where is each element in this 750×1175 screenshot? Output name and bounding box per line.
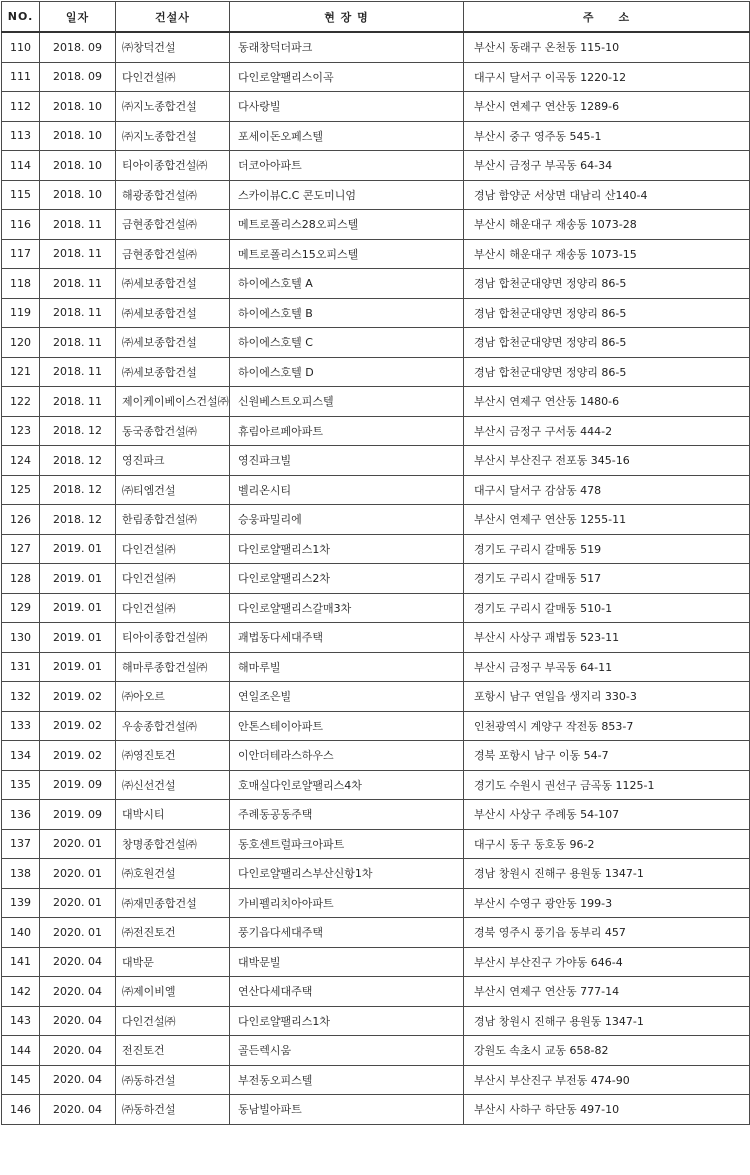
row-date: 2020. 01 xyxy=(40,918,116,948)
table-row xyxy=(2,682,750,712)
row-address: 부산시 금정구 부곡동 64-11 xyxy=(464,652,750,682)
row-company: 티아이종합건설㈜ xyxy=(116,151,230,181)
row-address: 부산시 수영구 광안동 199-3 xyxy=(464,888,750,918)
row-no: 135 xyxy=(2,770,40,800)
row-date: 2019. 01 xyxy=(40,593,116,623)
row-address: 강원도 속초시 교동 658-82 xyxy=(464,1036,750,1066)
row-site-name: 가비펠리치아아파트 xyxy=(230,888,464,918)
row-company: ㈜세보종합건설 xyxy=(116,298,230,328)
row-no: 134 xyxy=(2,741,40,771)
table-row xyxy=(2,505,750,535)
row-no: 132 xyxy=(2,682,40,712)
row-date: 2019. 02 xyxy=(40,741,116,771)
row-date: 2019. 02 xyxy=(40,711,116,741)
row-no: 139 xyxy=(2,888,40,918)
row-no: 128 xyxy=(2,564,40,594)
table-row xyxy=(2,947,750,977)
table-row xyxy=(2,977,750,1007)
row-no: 114 xyxy=(2,151,40,181)
table-row xyxy=(2,328,750,358)
row-date: 2018. 11 xyxy=(40,269,116,299)
table-row xyxy=(2,623,750,653)
row-site-name: 안톤스테이아파트 xyxy=(230,711,464,741)
table-row xyxy=(2,239,750,269)
row-company: ㈜신선건설 xyxy=(116,770,230,800)
table-row xyxy=(2,298,750,328)
row-no: 117 xyxy=(2,239,40,269)
row-site-name: 연일조은빌 xyxy=(230,682,464,712)
row-company: ㈜세보종합건설 xyxy=(116,269,230,299)
row-site-name: 승웅파밀리에 xyxy=(230,505,464,535)
row-date: 2018. 12 xyxy=(40,446,116,476)
row-date: 2020. 04 xyxy=(40,1006,116,1036)
row-date: 2018. 12 xyxy=(40,416,116,446)
row-site-name: 다인로얄팰리스이곡 xyxy=(230,62,464,92)
row-address: 부산시 연제구 연산동 1255-11 xyxy=(464,505,750,535)
row-no: 141 xyxy=(2,947,40,977)
row-site-name: 다사랑빌 xyxy=(230,92,464,122)
row-site-name: 풍기읍다세대주택 xyxy=(230,918,464,948)
table-row xyxy=(2,800,750,830)
row-date: 2020. 01 xyxy=(40,859,116,889)
row-company: ㈜동하건설 xyxy=(116,1065,230,1095)
row-site-name: 다인로얄팰리스갈매3차 xyxy=(230,593,464,623)
row-site-name: 영진파크빌 xyxy=(230,446,464,476)
row-company: ㈜세보종합건설 xyxy=(116,357,230,387)
row-date: 2019. 01 xyxy=(40,564,116,594)
row-address: 경남 합천군대양면 정양리 86-5 xyxy=(464,328,750,358)
row-no: 145 xyxy=(2,1065,40,1095)
table-row xyxy=(2,859,750,889)
table-row xyxy=(2,564,750,594)
row-site-name: 하이에스호텔 B xyxy=(230,298,464,328)
row-company: 티아이종합건설㈜ xyxy=(116,623,230,653)
row-site-name: 주례동공동주택 xyxy=(230,800,464,830)
row-date: 2018. 09 xyxy=(40,32,116,62)
row-address: 인천광역시 계양구 작전동 853-7 xyxy=(464,711,750,741)
row-no: 121 xyxy=(2,357,40,387)
row-date: 2018. 12 xyxy=(40,475,116,505)
row-date: 2020. 01 xyxy=(40,888,116,918)
row-no: 127 xyxy=(2,534,40,564)
row-address: 부산시 부산진구 가야동 646-4 xyxy=(464,947,750,977)
table-row xyxy=(2,918,750,948)
table-row xyxy=(2,534,750,564)
row-site-name: 다인로얄팰리스1차 xyxy=(230,534,464,564)
header-no: NO. xyxy=(2,2,40,33)
table-row xyxy=(2,151,750,181)
table-row xyxy=(2,446,750,476)
row-site-name: 더코아아파트 xyxy=(230,151,464,181)
row-no: 124 xyxy=(2,446,40,476)
row-no: 133 xyxy=(2,711,40,741)
row-date: 2020. 04 xyxy=(40,977,116,1007)
row-date: 2019. 01 xyxy=(40,534,116,564)
row-address: 부산시 부산진구 부전동 474-90 xyxy=(464,1065,750,1095)
row-no: 136 xyxy=(2,800,40,830)
row-company: 창명종합건설㈜ xyxy=(116,829,230,859)
row-site-name: 포세이돈오페스텔 xyxy=(230,121,464,151)
row-date: 2020. 04 xyxy=(40,1095,116,1125)
row-address: 부산시 사하구 하단동 497-10 xyxy=(464,1095,750,1125)
row-site-name: 동남빌아파트 xyxy=(230,1095,464,1125)
row-date: 2018. 11 xyxy=(40,298,116,328)
row-site-name: 메트로폴리스28오피스텔 xyxy=(230,210,464,240)
table-row xyxy=(2,92,750,122)
row-company: 다인건설㈜ xyxy=(116,534,230,564)
row-company: 동국종합건설㈜ xyxy=(116,416,230,446)
row-no: 120 xyxy=(2,328,40,358)
table-row xyxy=(2,1095,750,1125)
row-date: 2018. 09 xyxy=(40,62,116,92)
row-address: 부산시 해운대구 재송동 1073-15 xyxy=(464,239,750,269)
row-site-name: 하이에스호텔 C xyxy=(230,328,464,358)
table-row xyxy=(2,475,750,505)
row-site-name: 하이에스호텔 D xyxy=(230,357,464,387)
row-no: 113 xyxy=(2,121,40,151)
row-no: 125 xyxy=(2,475,40,505)
table-row xyxy=(2,387,750,417)
row-site-name: 해마루빌 xyxy=(230,652,464,682)
row-address: 경북 영주시 풍기읍 동부리 457 xyxy=(464,918,750,948)
row-company: 금현종합건설㈜ xyxy=(116,210,230,240)
row-date: 2018. 10 xyxy=(40,151,116,181)
row-date: 2018. 11 xyxy=(40,210,116,240)
row-company: 대박문 xyxy=(116,947,230,977)
row-date: 2019. 09 xyxy=(40,770,116,800)
table-row xyxy=(2,62,750,92)
row-no: 129 xyxy=(2,593,40,623)
row-address: 포항시 남구 연일읍 생지리 330-3 xyxy=(464,682,750,712)
row-company: ㈜호원건설 xyxy=(116,859,230,889)
row-address: 경기도 구리시 갈매동 510-1 xyxy=(464,593,750,623)
row-site-name: 스카이뷰C.C 콘도미니엄 xyxy=(230,180,464,210)
row-address: 부산시 연제구 연산동 777-14 xyxy=(464,977,750,1007)
row-date: 2019. 01 xyxy=(40,652,116,682)
row-no: 116 xyxy=(2,210,40,240)
row-site-name: 하이에스호텔 A xyxy=(230,269,464,299)
row-site-name: 연산다세대주택 xyxy=(230,977,464,1007)
row-site-name: 벨리온시티 xyxy=(230,475,464,505)
table-row xyxy=(2,269,750,299)
table-row xyxy=(2,1006,750,1036)
table-row xyxy=(2,652,750,682)
table-row xyxy=(2,888,750,918)
row-address: 대구시 달서구 이곡동 1220-12 xyxy=(464,62,750,92)
row-address: 대구시 달서구 감삼동 478 xyxy=(464,475,750,505)
row-address: 부산시 사상구 주례동 54-107 xyxy=(464,800,750,830)
row-no: 119 xyxy=(2,298,40,328)
row-site-name: 다인로얄팰리스1차 xyxy=(230,1006,464,1036)
row-site-name: 괘법동다세대주택 xyxy=(230,623,464,653)
row-no: 146 xyxy=(2,1095,40,1125)
row-no: 130 xyxy=(2,623,40,653)
row-company: ㈜동하건설 xyxy=(116,1095,230,1125)
row-company: 금현종합건설㈜ xyxy=(116,239,230,269)
row-date: 2018. 11 xyxy=(40,328,116,358)
row-no: 112 xyxy=(2,92,40,122)
table-row xyxy=(2,770,750,800)
row-address: 부산시 해운대구 재송동 1073-28 xyxy=(464,210,750,240)
row-company: 다인건설㈜ xyxy=(116,564,230,594)
row-address: 부산시 동래구 온천동 115-10 xyxy=(464,32,750,62)
table-row xyxy=(2,180,750,210)
row-address: 경북 포항시 남구 이동 54-7 xyxy=(464,741,750,771)
row-site-name: 골든렉시움 xyxy=(230,1036,464,1066)
row-address: 경기도 구리시 갈매동 519 xyxy=(464,534,750,564)
table-row xyxy=(2,1065,750,1095)
row-date: 2019. 01 xyxy=(40,623,116,653)
row-company: 해광종합건설㈜ xyxy=(116,180,230,210)
table-row xyxy=(2,32,750,62)
row-site-name: 동래창덕더파크 xyxy=(230,32,464,62)
row-address: 부산시 사상구 괘법동 523-11 xyxy=(464,623,750,653)
row-address: 경남 함양군 서상면 대남리 산140-4 xyxy=(464,180,750,210)
row-company: 전진토건 xyxy=(116,1036,230,1066)
row-site-name: 호매실다인로얄팰리스4차 xyxy=(230,770,464,800)
row-company: 우송종합건설㈜ xyxy=(116,711,230,741)
row-site-name: 이안더테라스하우스 xyxy=(230,741,464,771)
construction-records-table xyxy=(1,1,750,1125)
row-no: 143 xyxy=(2,1006,40,1036)
row-no: 118 xyxy=(2,269,40,299)
table-row xyxy=(2,121,750,151)
header-address: 주 소 xyxy=(464,2,750,33)
row-company: 다인건설㈜ xyxy=(116,593,230,623)
row-no: 137 xyxy=(2,829,40,859)
table-row xyxy=(2,593,750,623)
row-site-name: 다인로얄팰리스부산신항1차 xyxy=(230,859,464,889)
row-company: ㈜지노종합건설 xyxy=(116,121,230,151)
row-address: 경기도 수원시 권선구 금곡동 1125-1 xyxy=(464,770,750,800)
row-company: 대박시티 xyxy=(116,800,230,830)
row-date: 2018. 12 xyxy=(40,505,116,535)
row-company: ㈜영진토건 xyxy=(116,741,230,771)
row-date: 2018. 11 xyxy=(40,239,116,269)
row-date: 2019. 09 xyxy=(40,800,116,830)
row-date: 2018. 11 xyxy=(40,387,116,417)
row-address: 경남 합천군대양면 정양리 86-5 xyxy=(464,357,750,387)
row-company: ㈜아오르 xyxy=(116,682,230,712)
row-address: 부산시 연제구 연산동 1480-6 xyxy=(464,387,750,417)
row-company: ㈜전진토건 xyxy=(116,918,230,948)
header-date: 일자 xyxy=(40,2,116,33)
row-address: 부산시 금정구 구서동 444-2 xyxy=(464,416,750,446)
row-address: 경남 창원시 진해구 용원동 1347-1 xyxy=(464,859,750,889)
row-date: 2018. 11 xyxy=(40,357,116,387)
row-address: 경남 합천군대양면 정양리 86-5 xyxy=(464,269,750,299)
table-row xyxy=(2,210,750,240)
row-site-name: 대박문빌 xyxy=(230,947,464,977)
row-date: 2018. 10 xyxy=(40,92,116,122)
row-site-name: 휴림아르페아파트 xyxy=(230,416,464,446)
row-no: 126 xyxy=(2,505,40,535)
row-company: 다인건설㈜ xyxy=(116,1006,230,1036)
row-company: 다인건설㈜ xyxy=(116,62,230,92)
row-no: 142 xyxy=(2,977,40,1007)
row-company: ㈜제이비엘 xyxy=(116,977,230,1007)
row-site-name: 다인로얄팰리스2차 xyxy=(230,564,464,594)
row-address: 경남 합천군대양면 정양리 86-5 xyxy=(464,298,750,328)
row-company: 한림종합건설㈜ xyxy=(116,505,230,535)
table-row xyxy=(2,416,750,446)
row-company: ㈜지노종합건설 xyxy=(116,92,230,122)
row-date: 2020. 04 xyxy=(40,1036,116,1066)
table-row xyxy=(2,741,750,771)
row-address: 경기도 구리시 갈매동 517 xyxy=(464,564,750,594)
row-company: 해마루종합건설㈜ xyxy=(116,652,230,682)
row-address: 대구시 동구 동호동 96-2 xyxy=(464,829,750,859)
row-company: 제이케이베이스건설㈜ xyxy=(116,387,230,417)
row-date: 2020. 04 xyxy=(40,947,116,977)
header-site-name: 현 장 명 xyxy=(230,2,464,33)
row-no: 131 xyxy=(2,652,40,682)
row-date: 2018. 10 xyxy=(40,180,116,210)
header-row xyxy=(2,2,750,33)
table-row xyxy=(2,357,750,387)
row-address: 부산시 연제구 연산동 1289-6 xyxy=(464,92,750,122)
row-address: 부산시 금정구 부곡동 64-34 xyxy=(464,151,750,181)
row-date: 2020. 04 xyxy=(40,1065,116,1095)
row-no: 122 xyxy=(2,387,40,417)
row-company: ㈜창덕건설 xyxy=(116,32,230,62)
row-address: 부산시 중구 영주동 545-1 xyxy=(464,121,750,151)
row-site-name: 신원베스트오피스텔 xyxy=(230,387,464,417)
row-no: 138 xyxy=(2,859,40,889)
row-no: 123 xyxy=(2,416,40,446)
row-company: ㈜재민종합건설 xyxy=(116,888,230,918)
row-address: 부산시 부산진구 전포동 345-16 xyxy=(464,446,750,476)
table-row xyxy=(2,1036,750,1066)
row-company: ㈜티엠건설 xyxy=(116,475,230,505)
row-date: 2020. 01 xyxy=(40,829,116,859)
row-no: 144 xyxy=(2,1036,40,1066)
row-site-name: 메트로폴리스15오피스텔 xyxy=(230,239,464,269)
row-no: 111 xyxy=(2,62,40,92)
row-site-name: 동호센트럴파크아파트 xyxy=(230,829,464,859)
row-company: ㈜세보종합건설 xyxy=(116,328,230,358)
row-company: 영진파크 xyxy=(116,446,230,476)
row-site-name: 부전동오피스텔 xyxy=(230,1065,464,1095)
table-row xyxy=(2,711,750,741)
row-no: 115 xyxy=(2,180,40,210)
header-company: 건설사 xyxy=(116,2,230,33)
table-row xyxy=(2,829,750,859)
row-date: 2018. 10 xyxy=(40,121,116,151)
row-date: 2019. 02 xyxy=(40,682,116,712)
row-no: 140 xyxy=(2,918,40,948)
row-no: 110 xyxy=(2,32,40,62)
row-address: 경남 창원시 진해구 용원동 1347-1 xyxy=(464,1006,750,1036)
